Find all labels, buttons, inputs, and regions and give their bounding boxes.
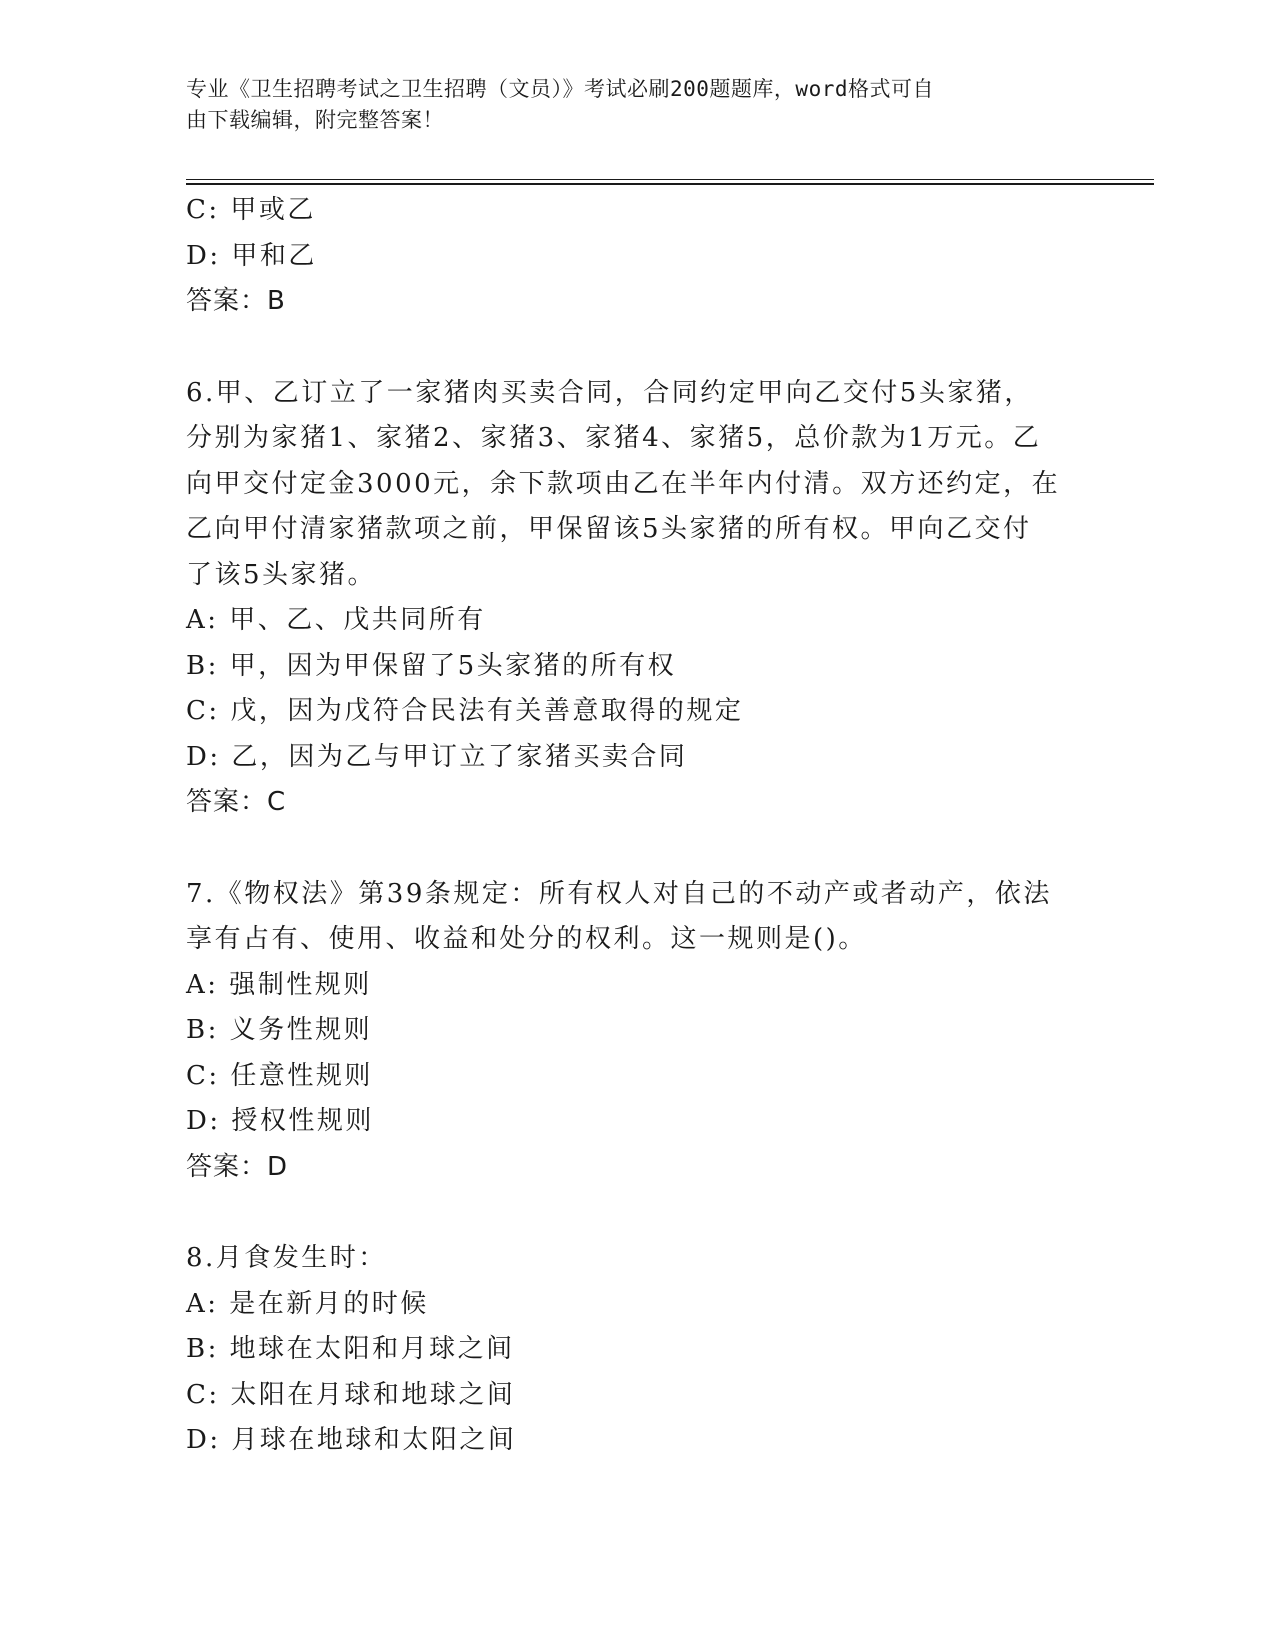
q5-option-d: D: 甲和乙 xyxy=(186,240,317,271)
q6-stem-line: 向甲交付定金3000元，余下款项由乙在半年内付清。双方还约定，在 xyxy=(186,468,1061,499)
header-divider-top xyxy=(186,179,1154,180)
header-line-1: 专业《卫生招聘考试之卫生招聘（文员）》考试必刷200题题库，word格式可自 xyxy=(186,77,934,101)
q6-stem-line: 分别为家猪1、家猪2、家猪3、家猪4、家猪5，总价款为1万元。乙 xyxy=(186,423,1042,453)
q8-option-a: A: 是在新月的时候 xyxy=(186,1288,429,1319)
q5-answer: 答案：B xyxy=(186,286,286,316)
q7-option-d: D: 授权性规则 xyxy=(186,1106,374,1136)
q7-stem-line: 7.《物权法》第39条规定：所有权人对自己的不动产或者动产，依法 xyxy=(186,878,1052,909)
question-5 xyxy=(186,188,1086,325)
question-spacer xyxy=(186,826,1086,872)
q8-option-b: B: 地球在太阳和月球之间 xyxy=(186,1334,515,1364)
q7-answer: 答案：D xyxy=(186,1151,289,1182)
q6-option-a: A: 甲、乙、戊共同所有 xyxy=(186,605,486,635)
question-7 xyxy=(186,872,1086,1191)
header-line-2: 由下载编辑，附完整答案！ xyxy=(186,108,444,132)
q8-stem: 8.月食发生时： xyxy=(186,1243,387,1273)
q6-stem-line: 6.甲、乙订立了一家猪肉买卖合同，合同约定甲向乙交付5头家猪， xyxy=(186,377,1033,408)
question-6 xyxy=(186,371,1086,826)
q7-stem-line: 享有占有、使用、收益和处分的权利。这一规则是()。 xyxy=(186,924,867,954)
q6-option-d: D: 乙，因为乙与甲订立了家猪买卖合同 xyxy=(186,741,688,772)
q8-option-c: C: 太阳在月球和地球之间 xyxy=(186,1379,516,1410)
header-divider-bottom xyxy=(186,183,1154,185)
q6-stem-line: 了该5头家猪。 xyxy=(186,559,377,590)
q8-option-d: D: 月球在地球和太阳之间 xyxy=(186,1425,517,1455)
question-8 xyxy=(186,1236,1086,1464)
q6-option-b: B: 甲，因为甲保留了5头家猪的所有权 xyxy=(186,650,677,681)
document-header xyxy=(186,74,1066,136)
q6-option-c: C: 戊，因为戊符合民法有关善意取得的规定 xyxy=(186,696,744,726)
q6-answer: 答案：C xyxy=(186,787,287,817)
question-spacer xyxy=(186,325,1086,371)
q5-option-c: C: 甲或乙 xyxy=(186,195,316,225)
q7-option-b: B: 义务性规则 xyxy=(186,1015,373,1045)
document-body xyxy=(186,188,1086,1464)
question-spacer xyxy=(186,1190,1086,1236)
q7-option-a: A: 强制性规则 xyxy=(186,969,372,1000)
q6-stem-line: 乙向甲付清家猪款项之前，甲保留该5头家猪的所有权。甲向乙交付 xyxy=(186,514,1032,544)
q7-option-c: C: 任意性规则 xyxy=(186,1060,373,1091)
